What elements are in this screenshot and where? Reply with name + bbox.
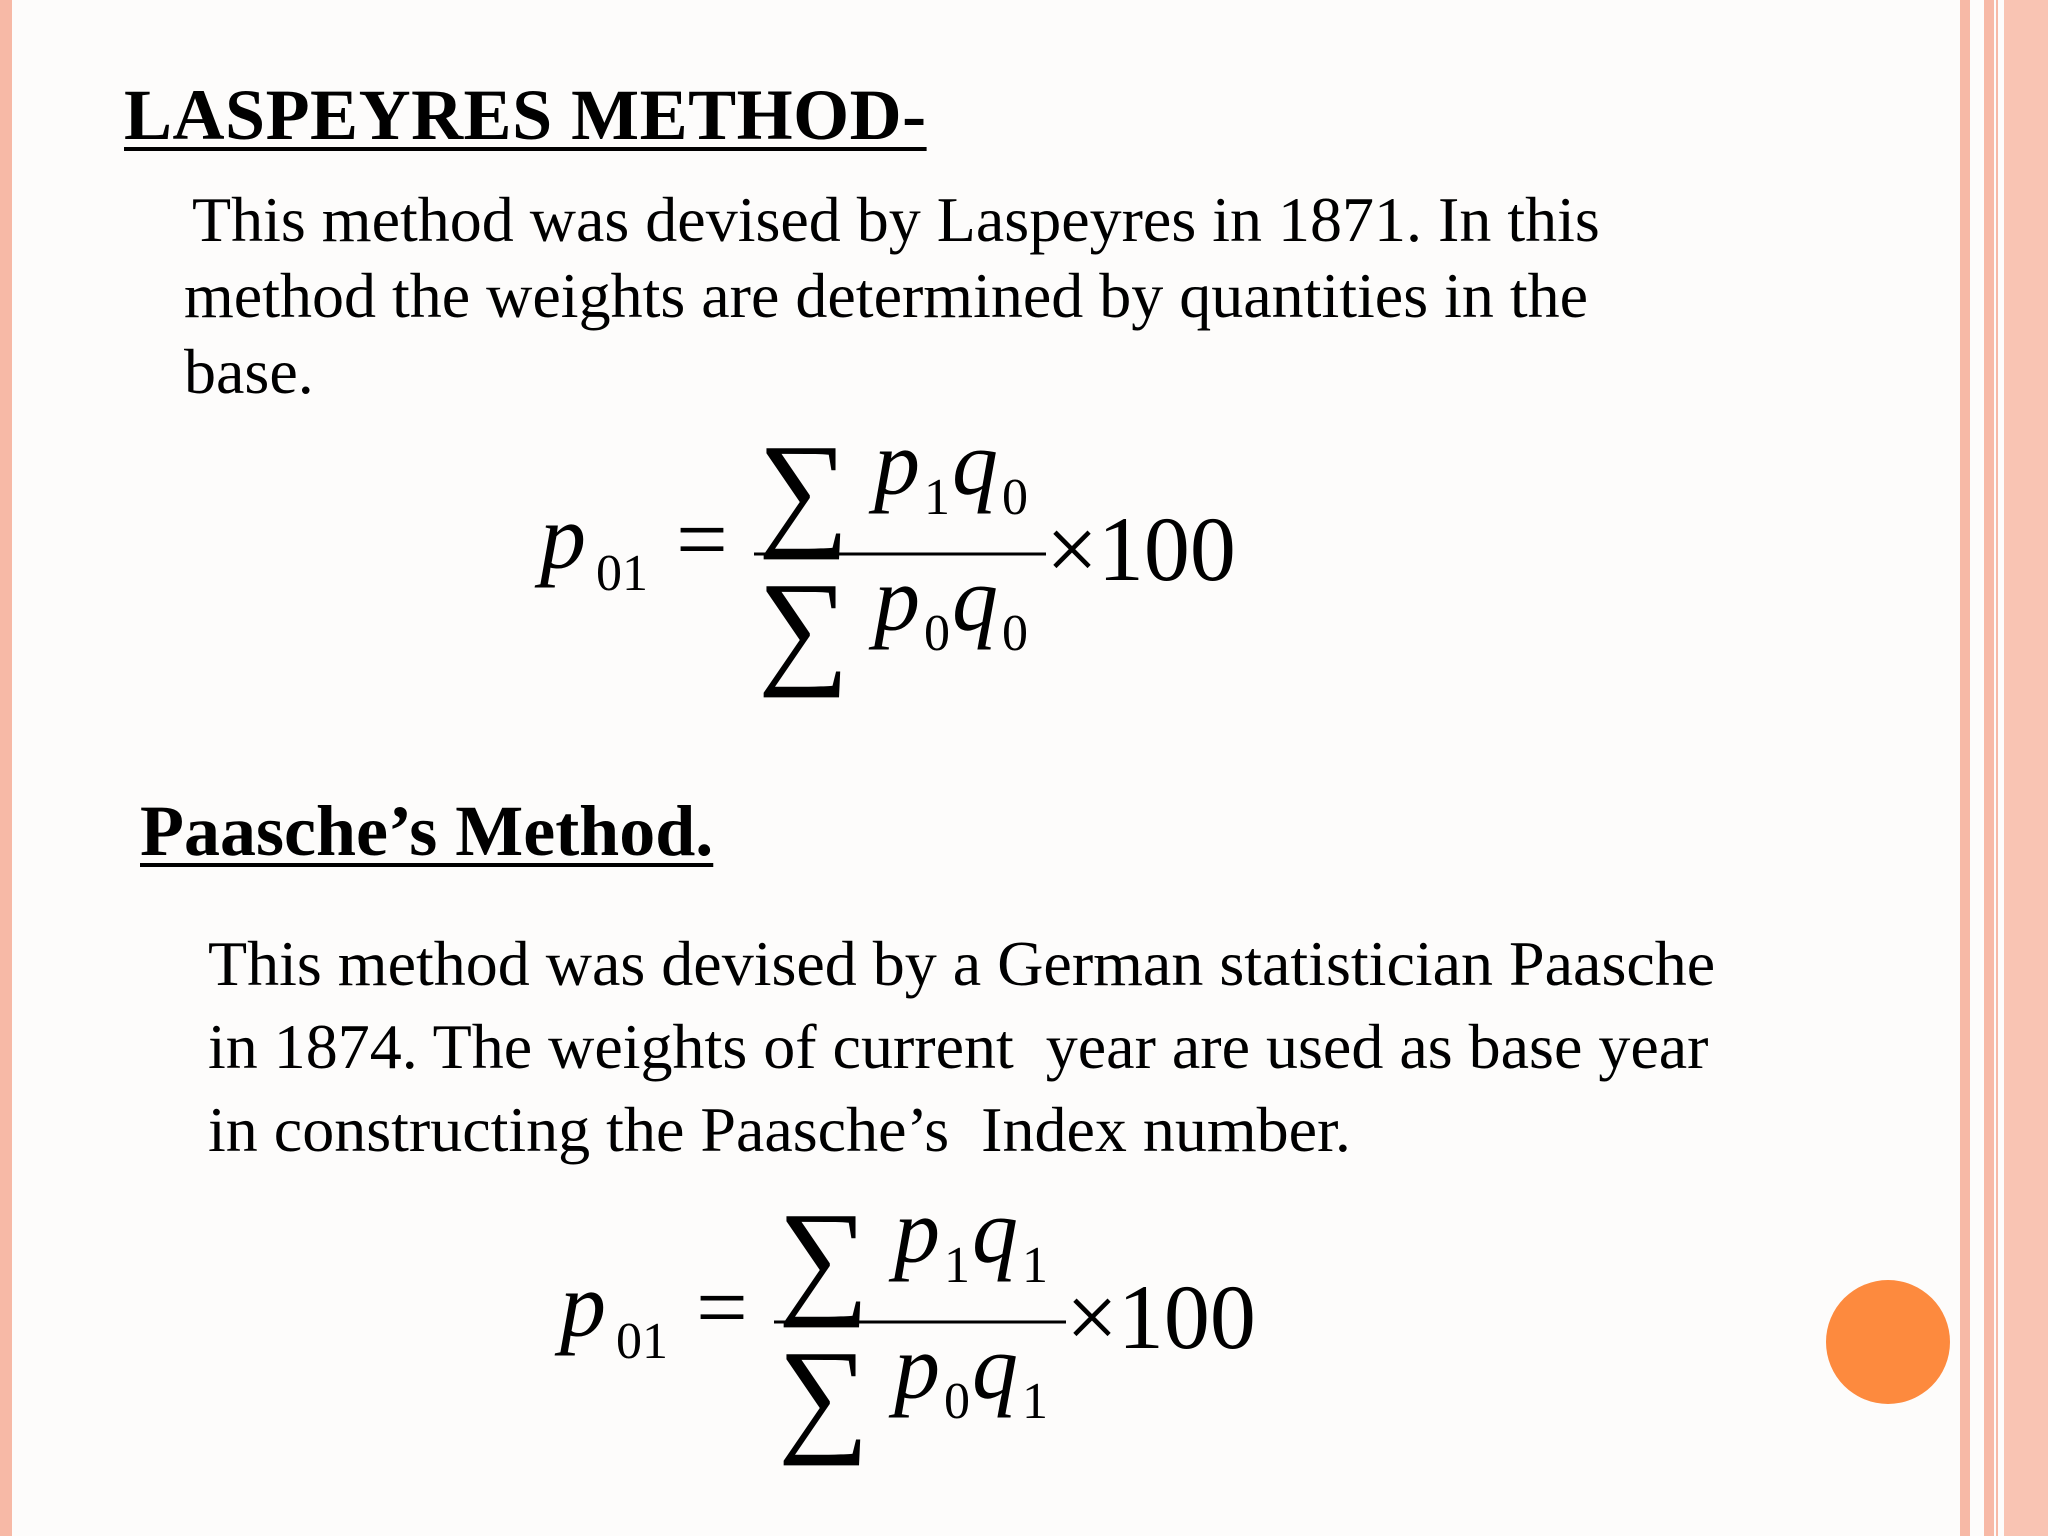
paasche-formula-svg: [560, 1180, 1280, 1466]
numerator-p-subscript: 1: [944, 1237, 970, 1294]
numerator-sigma: ∑: [778, 1186, 870, 1328]
numerator-q: q: [952, 412, 998, 514]
denominator-q: q: [972, 1316, 1018, 1418]
decorative-circle: [1826, 1280, 1950, 1404]
denominator-sigma: ∑: [758, 556, 850, 698]
denominator-q-subscript: 1: [1022, 1373, 1048, 1430]
paasche-line-1: This method was devised by a German statistician Paasche: [208, 928, 1716, 999]
right-border-stripe: [1984, 0, 1994, 1536]
lhs-subscript: 01: [616, 1313, 668, 1370]
equals-sign: =: [676, 488, 728, 590]
multiplier: ×100: [1046, 498, 1236, 600]
laspeyres-formula-svg: [540, 412, 1260, 698]
numerator-p-subscript: 1: [924, 469, 950, 526]
denominator-p: p: [894, 1316, 940, 1418]
right-border-line: [1996, 0, 1998, 1536]
laspeyres-line-3: base.: [184, 336, 314, 407]
right-border-stripe: [1960, 0, 1970, 1536]
lhs-symbol: p: [540, 486, 586, 588]
numerator-p: p: [894, 1180, 940, 1282]
laspeyres-description: [184, 182, 1744, 410]
equals-sign: =: [696, 1256, 748, 1358]
lhs-symbol: p: [560, 1254, 606, 1356]
paasche-description: [208, 922, 1848, 1171]
numerator-q-subscript: 0: [1002, 469, 1028, 526]
denominator-p-subscript: 0: [944, 1373, 970, 1430]
laspeyres-formula: [540, 412, 1260, 698]
right-border-band: [2004, 0, 2048, 1536]
laspeyres-heading: LASPEYRES METHOD-: [124, 75, 927, 155]
laspeyres-line-2: method the weights are determined by quantities in the: [184, 260, 1589, 331]
denominator-sigma: ∑: [778, 1324, 870, 1466]
laspeyres-line-1: This method was devised by Laspeyres in 1871. In this: [192, 184, 1600, 255]
paasche-heading: Paasche’s Method.: [140, 791, 714, 871]
paasche-line-2: in 1874. The weights of current year are used as base year: [208, 1011, 1709, 1082]
numerator-q-subscript: 1: [1022, 1237, 1048, 1294]
multiplier: ×100: [1066, 1266, 1256, 1368]
numerator-p: p: [874, 412, 920, 514]
numerator-sigma: ∑: [758, 418, 850, 560]
left-border-stripe: [0, 0, 12, 1536]
paasche-formula: [560, 1180, 1280, 1466]
denominator-p: p: [874, 548, 920, 650]
paasche-line-3: in constructing the Paasche’s Index number.: [208, 1094, 1351, 1165]
denominator-q-subscript: 0: [1002, 605, 1028, 662]
denominator-q: q: [952, 548, 998, 650]
denominator-p-subscript: 0: [924, 605, 950, 662]
numerator-q: q: [972, 1180, 1018, 1282]
lhs-subscript: 01: [596, 545, 648, 602]
